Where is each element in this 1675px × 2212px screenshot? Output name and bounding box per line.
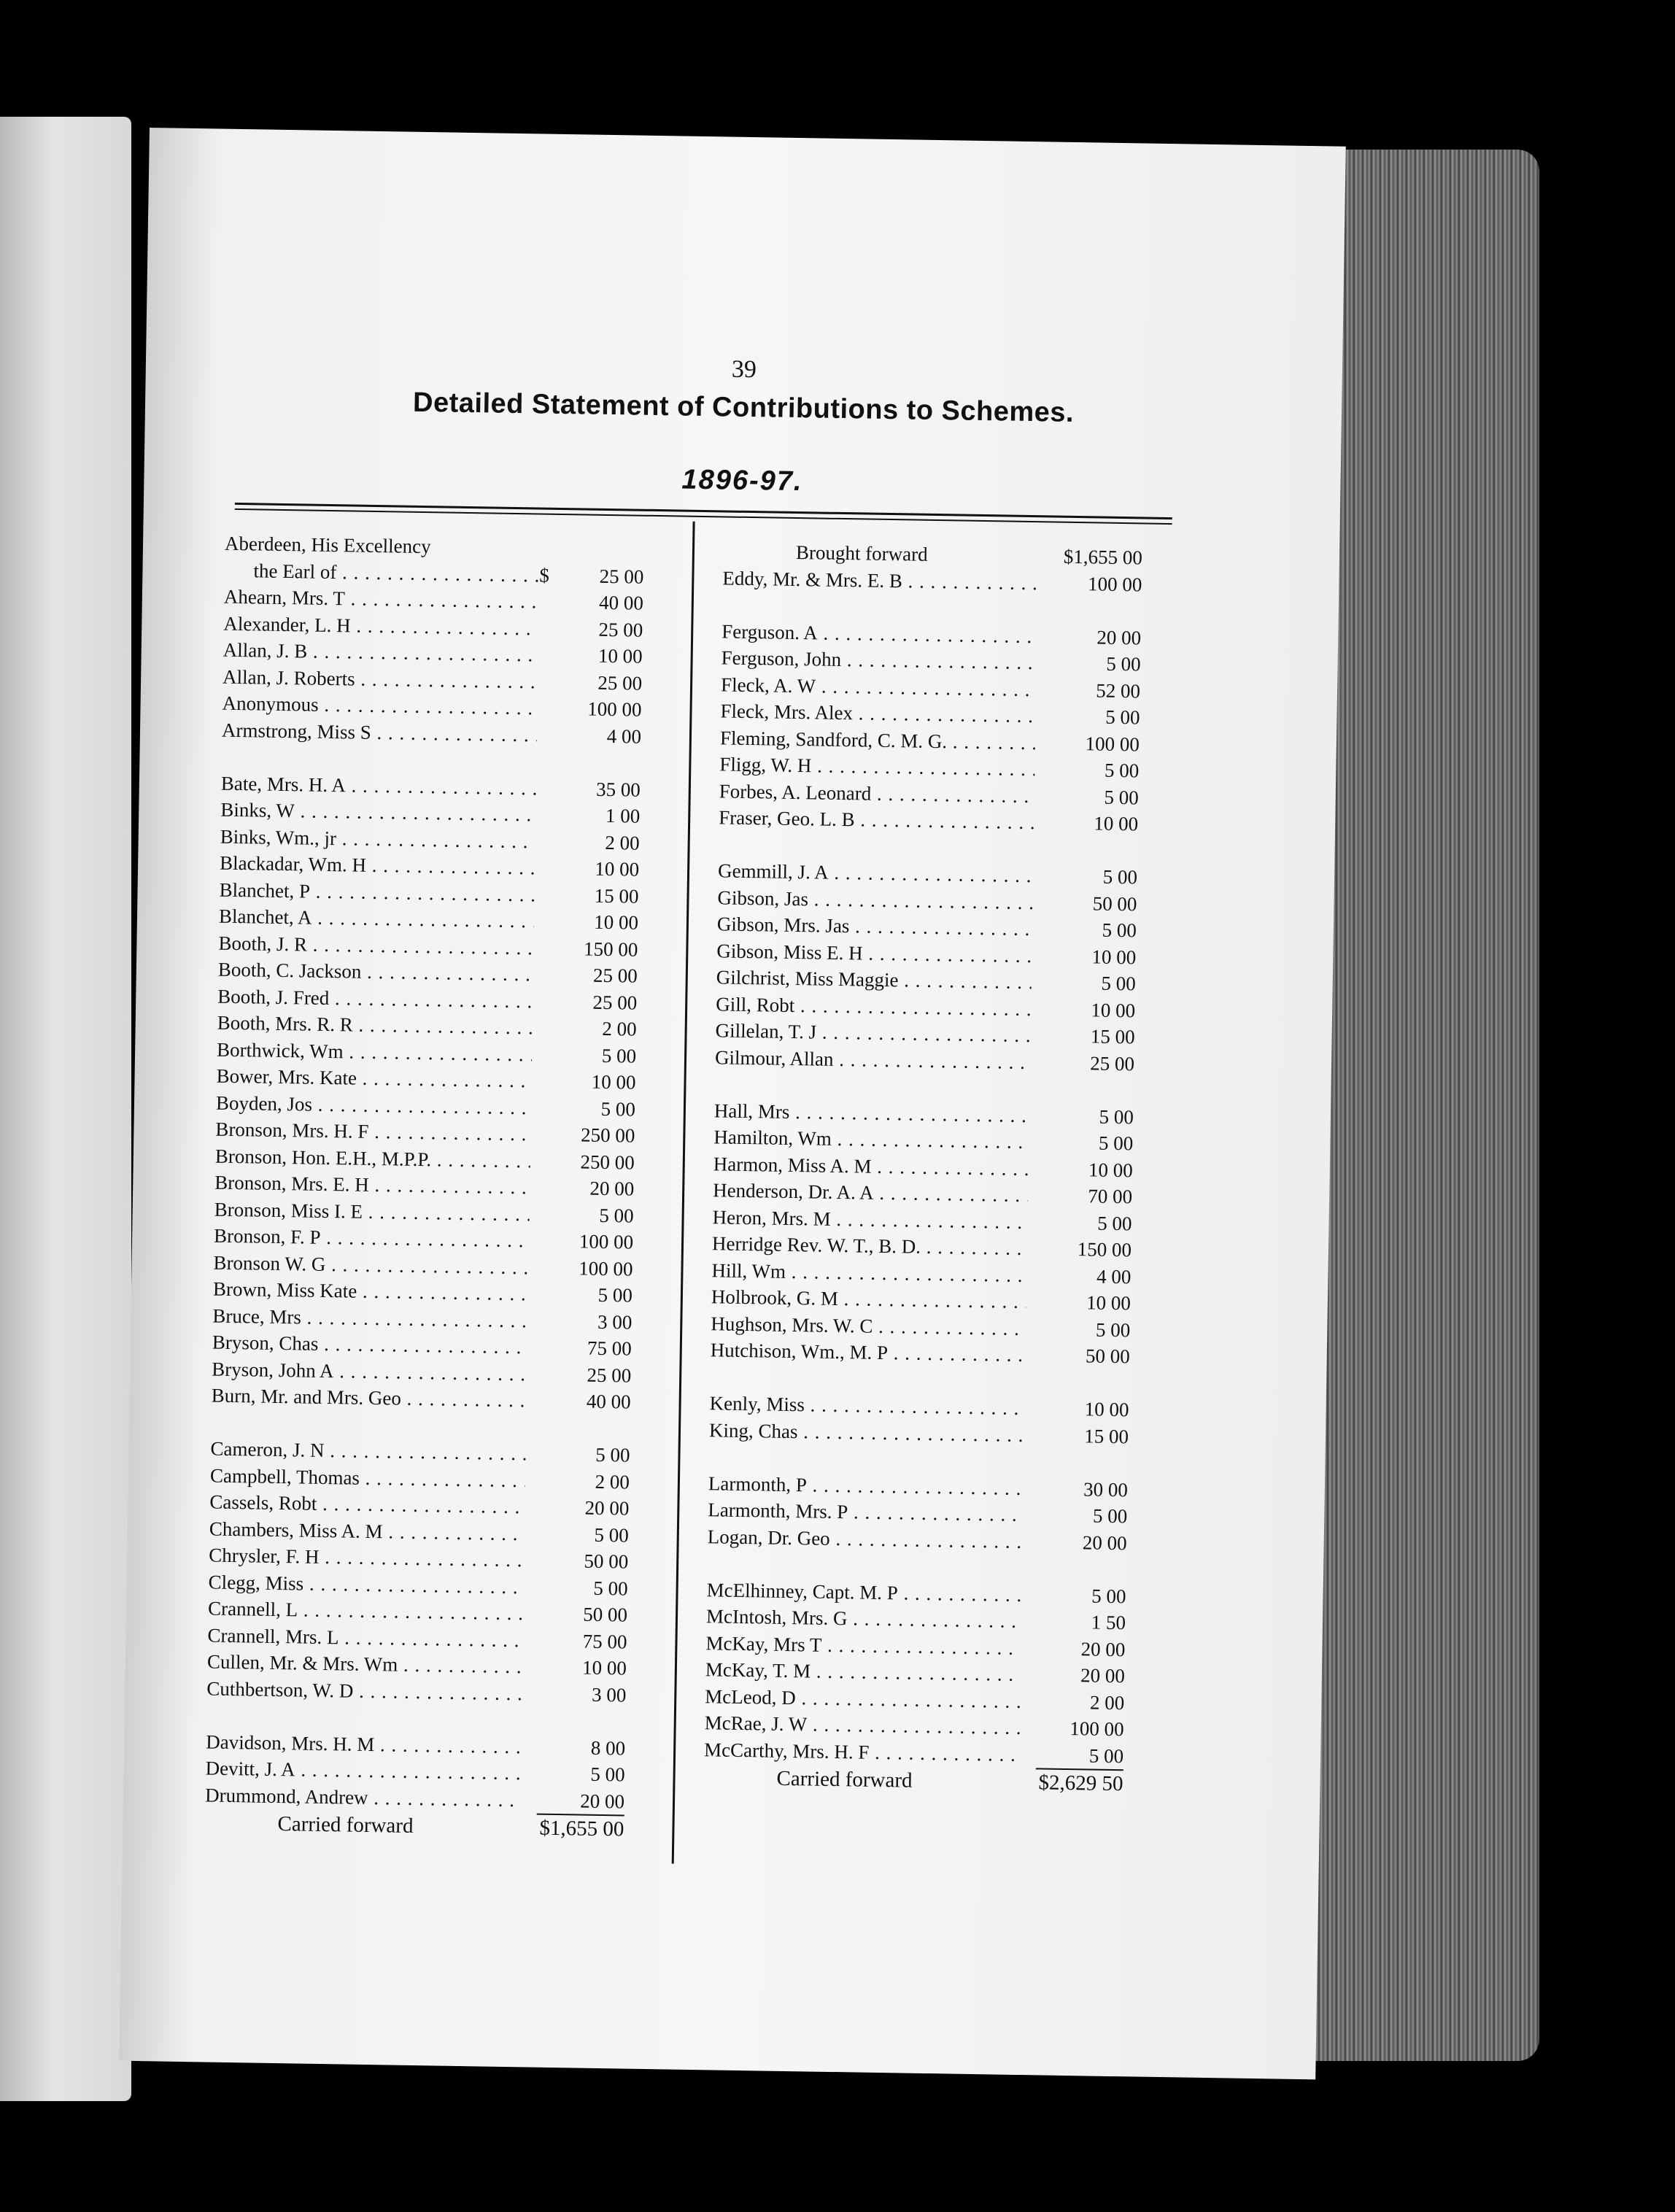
contributor-name: Blanchet, P . . . xyxy=(219,876,535,908)
contributor-name: Gemmill, J. A . . . xyxy=(718,857,1034,889)
carried-forward xyxy=(703,1764,1123,1798)
contribution-amount: 50 00 xyxy=(1085,1345,1130,1368)
contributor-name: Gill, Robt . . . xyxy=(716,991,1032,1022)
contributor-name: Larmonth, P . . . xyxy=(708,1470,1024,1501)
contribution-amount: 20 00 xyxy=(1080,1664,1126,1687)
contributor-name: Chrysler, F. H . . . xyxy=(209,1542,525,1574)
contribution-amount: 3 00 xyxy=(591,1683,627,1706)
contribution-amount: 20 00 xyxy=(589,1177,635,1200)
contribution-amount: 100 00 xyxy=(1085,732,1140,755)
contributor-name: McIntosh, Mrs. G . . . xyxy=(706,1603,1022,1634)
contributor-name: Borthwick, Wm . . . xyxy=(217,1036,533,1067)
contributor-name: Fleck, Mrs. Alex . . . xyxy=(720,697,1036,729)
contributor-name: Allan, J. Roberts . . . xyxy=(223,663,538,695)
contribution-amount: 10 00 xyxy=(1091,945,1137,968)
contributor-name: Blanchet, A . . . xyxy=(219,903,535,935)
contributor-name: Hamilton, Wm . . . xyxy=(713,1124,1029,1155)
contributor-name: Cassels, Robt . . . xyxy=(209,1489,525,1520)
contribution-amount: 5 00 xyxy=(1104,759,1140,782)
contribution-amount: 1 50 xyxy=(1091,1611,1126,1634)
contribution-amount: 10 00 xyxy=(597,644,643,668)
contributor-name: Bronson, Mrs. H. F . . . xyxy=(215,1116,531,1148)
contributor-name: Hill, Wm . . . xyxy=(711,1257,1027,1288)
ledger-page xyxy=(119,128,1345,2079)
contributor-name: Devitt, J. A . . . xyxy=(205,1755,521,1786)
carried-forward-amount: $1,655 00 xyxy=(539,1816,624,1841)
contribution-amount: 5 00 xyxy=(1097,1212,1132,1234)
contribution-amount: 10 00 xyxy=(591,1070,636,1094)
contributor-name: Binks, Wm., jr . . . xyxy=(220,823,535,854)
contributor-name: McLeod, D . . . xyxy=(705,1683,1021,1714)
contributor-name: Fleck, A. W . . . xyxy=(721,671,1037,703)
carried-forward-label: Carried forward xyxy=(277,1812,414,1838)
contribution-amount: 2 00 xyxy=(605,831,640,854)
page-number: 39 xyxy=(731,355,757,384)
contribution-amount: 2 00 xyxy=(1089,1691,1125,1714)
contribution-amount: 5 00 xyxy=(1106,652,1141,676)
contribution-amount: 70 00 xyxy=(1088,1185,1133,1208)
contributor-name: McKay, T. M . . . xyxy=(705,1656,1021,1687)
contribution-amount: 40 00 xyxy=(586,1390,631,1413)
contribution-amount: 5 00 xyxy=(1102,919,1137,942)
contributor-name: Clegg, Miss . . . xyxy=(208,1569,524,1600)
contributor-name: Booth, J. Fred . . . xyxy=(217,983,533,1014)
contribution-amount: 100 00 xyxy=(1069,1717,1124,1741)
contributor-name: Cuthbertson, W. D . . . xyxy=(206,1675,522,1706)
right-contributions-column xyxy=(703,538,1142,1797)
contributor-name: Bryson, Chas . . . xyxy=(212,1329,528,1361)
contributor-name: Blackadar, Wm. H . . . xyxy=(220,850,535,881)
contribution-amount: 5 00 xyxy=(1098,1132,1134,1155)
contribution-amount: 10 00 xyxy=(581,1656,627,1679)
contribution-amount: 3 00 xyxy=(597,1310,633,1334)
contribution-amount: 100 00 xyxy=(579,1256,633,1280)
contribution-amount: 5 00 xyxy=(1092,1504,1128,1528)
contributor-name: Bronson, Hon. E.H., M.P.P. . . . xyxy=(215,1142,531,1174)
contribution-amount: 5 00 xyxy=(1101,972,1136,995)
contribution-amount: 100 00 xyxy=(587,697,642,721)
contribution-amount: 15 00 xyxy=(1084,1424,1129,1447)
contributor-name: Crannell, L . . . xyxy=(208,1596,524,1627)
contribution-amount: 20 00 xyxy=(1082,1531,1127,1554)
contributor-name: Gibson, Mrs. Jas . . . xyxy=(717,910,1033,942)
contribution-amount: 5 00 xyxy=(1091,1585,1126,1607)
contribution-amount: 30 00 xyxy=(1083,1477,1129,1501)
contribution-amount: 10 00 xyxy=(595,857,640,881)
contributor-name: Bate, Mrs. H. A . . . xyxy=(221,770,537,801)
contributor-name: Ahearn, Mrs. T . . . xyxy=(224,584,540,615)
contribution-amount: 5 00 xyxy=(594,1523,630,1547)
contributor-name: Brown, Miss Kate . . . xyxy=(213,1276,529,1307)
contributor-name: Bryson, John A . . . xyxy=(212,1356,527,1387)
contribution-amount: 150 00 xyxy=(583,937,638,961)
contributor-name: Burn, Mr. and Mrs. Geo . . . xyxy=(211,1382,527,1414)
contributor-name: Campbell, Thomas . . . xyxy=(210,1462,526,1493)
contributor-name: Eddy, Mr. & Mrs. E. B . . . xyxy=(722,565,1038,596)
contributor-name: McRae, J. W . . . xyxy=(704,1709,1020,1741)
contributor-name: Henderson, Dr. A. A . . . xyxy=(713,1177,1029,1208)
contribution-amount xyxy=(560,555,644,557)
contributor-name: Davidson, Mrs. H. M . . . xyxy=(206,1728,522,1760)
contribution-amount: 5 00 xyxy=(1099,1105,1134,1128)
contributor-name: Binks, W . . . xyxy=(220,797,536,828)
contribution-amount: 5 00 xyxy=(595,1443,630,1466)
contributor-name: Hall, Mrs . . . xyxy=(714,1097,1030,1129)
contribution-amount: 10 00 xyxy=(1084,1398,1129,1421)
contributor-name: McKay, Mrs T . . . xyxy=(705,1630,1021,1661)
carried-forward xyxy=(204,1809,624,1843)
contributor-name: Hughson, Mrs. W. C . . . xyxy=(711,1310,1026,1342)
contribution-amount: 5 00 xyxy=(1104,786,1139,808)
page-title: Detailed Statement of Contributions to Schemes. xyxy=(412,387,1075,428)
contributor-name: Chambers, Miss A. M . . . xyxy=(209,1515,525,1547)
contribution-amount: 5 00 xyxy=(1102,865,1138,889)
contributor-name: Bronson, F. P . . . xyxy=(214,1223,530,1254)
contribution-amount: 75 00 xyxy=(587,1337,633,1360)
contribution-amount: 50 00 xyxy=(583,1603,628,1626)
contributor-name: Cameron, J. N . . . xyxy=(210,1436,526,1467)
contributor-name: Crannell, Mrs. L . . . xyxy=(207,1622,523,1653)
contributor-name: Allan, J. B . . . xyxy=(223,637,538,668)
contributor-name: Bruce, Mrs . . . xyxy=(212,1302,528,1334)
contribution-amount: 25 00 xyxy=(1090,1051,1135,1075)
contributor-name: Alexander, L. H . . . xyxy=(223,610,539,641)
contributor-name: Forbes, A. Leonard . . . xyxy=(719,778,1035,809)
contributor-name: Harmon, Miss A. M . . . xyxy=(713,1151,1029,1182)
contribution-amount: 100 00 xyxy=(1087,572,1142,595)
brought-forward-amount: $1,655 00 xyxy=(1063,545,1143,569)
contributor-name: King, Chas . . . xyxy=(709,1417,1025,1448)
contributor-name: McElhinney, Capt. M. P . . . xyxy=(706,1577,1022,1608)
contributor-name: Boyden, Jos . . . xyxy=(216,1089,532,1121)
contribution-amount: 5 00 xyxy=(599,1204,634,1227)
contribution-amount: 50 00 xyxy=(1092,892,1137,915)
contribution-amount: 5 00 xyxy=(1088,1744,1124,1767)
contributor-name: Booth, J. R . . . xyxy=(218,929,534,961)
contributor-name: Fligg, W. H . . . xyxy=(719,751,1035,782)
contributor-name: Logan, Dr. Geo . . . xyxy=(707,1523,1023,1555)
contribution-amount: 25 00 xyxy=(598,618,643,641)
contribution-amount: 5 00 xyxy=(593,1577,628,1600)
contributor-name: Herridge Rev. W. T., B. D. . . . xyxy=(712,1230,1028,1261)
contribution-amount: 25 00 xyxy=(597,671,643,695)
contribution-amount: 5 00 xyxy=(597,1283,633,1307)
contributor-name: Drummond, Andrew . . . xyxy=(205,1782,521,1813)
page-year: 1896-97. xyxy=(681,464,803,498)
contributor-name: Gibson, Miss E. H . . . xyxy=(716,937,1032,969)
contribution-amount: 25 00 xyxy=(587,1364,632,1387)
contribution-amount: 8 00 xyxy=(590,1736,626,1760)
contribution-amount: 150 00 xyxy=(1077,1238,1132,1261)
currency-symbol: $ xyxy=(539,563,550,587)
contributor-name: Holbrook, G. M . . . xyxy=(711,1283,1027,1315)
contribution-amount: 40 00 xyxy=(598,591,644,614)
contributor-name: Booth, C. Jackson . . . xyxy=(218,956,534,988)
contribution-amount: 2 00 xyxy=(602,1017,637,1040)
contribution-amount: 5 00 xyxy=(601,1044,637,1067)
contributor-name: Gibson, Jas . . . xyxy=(717,884,1033,916)
contribution-amount: 50 00 xyxy=(584,1550,629,1573)
contributor-name: Booth, Mrs. R. R . . . xyxy=(217,1010,533,1041)
contributor-name: Heron, Mrs. M . . . xyxy=(712,1204,1028,1235)
contributor-name: Bronson W. G . . . xyxy=(213,1249,529,1280)
contribution-amount: 4 00 xyxy=(606,724,642,748)
contribution-amount: 10 00 xyxy=(1088,1158,1133,1181)
contribution-amount: 2 00 xyxy=(595,1470,630,1493)
contribution-amount: 10 00 xyxy=(593,910,639,934)
contribution-amount: 250 00 xyxy=(580,1124,635,1147)
contribution-amount: 20 00 xyxy=(580,1790,625,1813)
contribution-amount: 20 00 xyxy=(1096,625,1142,649)
contributor-name: Fraser, Geo. L. B . . . xyxy=(719,804,1034,835)
contribution-amount: 25 00 xyxy=(592,964,638,987)
contributor-name: Fleming, Sandford, C. M. G. . . . xyxy=(720,724,1036,756)
contribution-amount: 75 00 xyxy=(582,1630,627,1653)
contributor-name: Bronson, Miss I. E . . . xyxy=(214,1196,530,1227)
contribution-amount: 35 00 xyxy=(595,778,641,801)
contribution-amount: 100 00 xyxy=(579,1230,634,1253)
contributor-name: Aberdeen, His Excellency xyxy=(224,532,431,558)
contributor-name: Larmonth, Mrs. P . . . xyxy=(708,1496,1024,1528)
contributor-name: Anonymous . . . xyxy=(222,690,538,722)
contributor-name: Gilmour, Allan . . . xyxy=(715,1044,1031,1075)
contribution-amount: 10 00 xyxy=(1091,998,1136,1021)
contribution-amount: 1 00 xyxy=(605,804,641,827)
contribution-amount: 4 00 xyxy=(1096,1265,1132,1288)
contribution-amount: 15 00 xyxy=(594,884,639,908)
contributor-name: Armstrong, Miss S . . . xyxy=(222,716,538,748)
facing-page-edge xyxy=(0,117,131,2101)
column-divider xyxy=(672,522,695,1864)
contribution-amount: 15 00 xyxy=(1090,1025,1135,1048)
contributor-name: Ferguson. A . . . xyxy=(722,618,1037,649)
left-contributions-column xyxy=(204,530,644,1843)
contribution-amount: 10 00 xyxy=(1086,1291,1132,1315)
contributor-name: Kenly, Miss . . . xyxy=(709,1390,1025,1421)
carried-forward-label: Carried forward xyxy=(776,1766,913,1793)
contribution-amount: 5 00 xyxy=(600,1097,636,1121)
contribution-amount: 5 00 xyxy=(590,1763,625,1786)
contribution-amount: 20 00 xyxy=(1080,1637,1126,1660)
contributor-name: Cullen, Mr. & Mrs. Wm . . . xyxy=(207,1649,523,1680)
contributor-name: McCarthy, Mrs. H. F . . . xyxy=(704,1736,1020,1768)
contributor-name: Gillelan, T. J . . . xyxy=(715,1017,1031,1048)
contributor-name: Bronson, Mrs. E. H . . . xyxy=(214,1169,530,1201)
contribution-amount: 10 00 xyxy=(1094,812,1139,835)
contribution-amount: 25 00 xyxy=(599,565,644,588)
contributor-name: Gilchrist, Miss Maggie . . . xyxy=(716,964,1032,995)
contributor-name: Bower, Mrs. Kate . . . xyxy=(216,1063,532,1094)
contribution-amount: 52 00 xyxy=(1096,678,1141,702)
contribution-amount: 250 00 xyxy=(580,1150,635,1174)
contribution-amount: 20 00 xyxy=(584,1496,630,1520)
contribution-amount: 5 00 xyxy=(1105,705,1140,729)
contributor-name: Ferguson, John . . . xyxy=(721,644,1037,676)
brought-forward-label: Brought forward xyxy=(795,541,928,565)
contributor-name: the Earl of . . . xyxy=(224,557,540,588)
contribution-amount: 5 00 xyxy=(1095,1318,1131,1341)
contributor-name: Hutchison, Wm., M. P . . . xyxy=(710,1337,1026,1368)
carried-forward-amount: $2,629 50 xyxy=(1038,1771,1123,1796)
contribution-amount: 25 00 xyxy=(592,991,638,1014)
